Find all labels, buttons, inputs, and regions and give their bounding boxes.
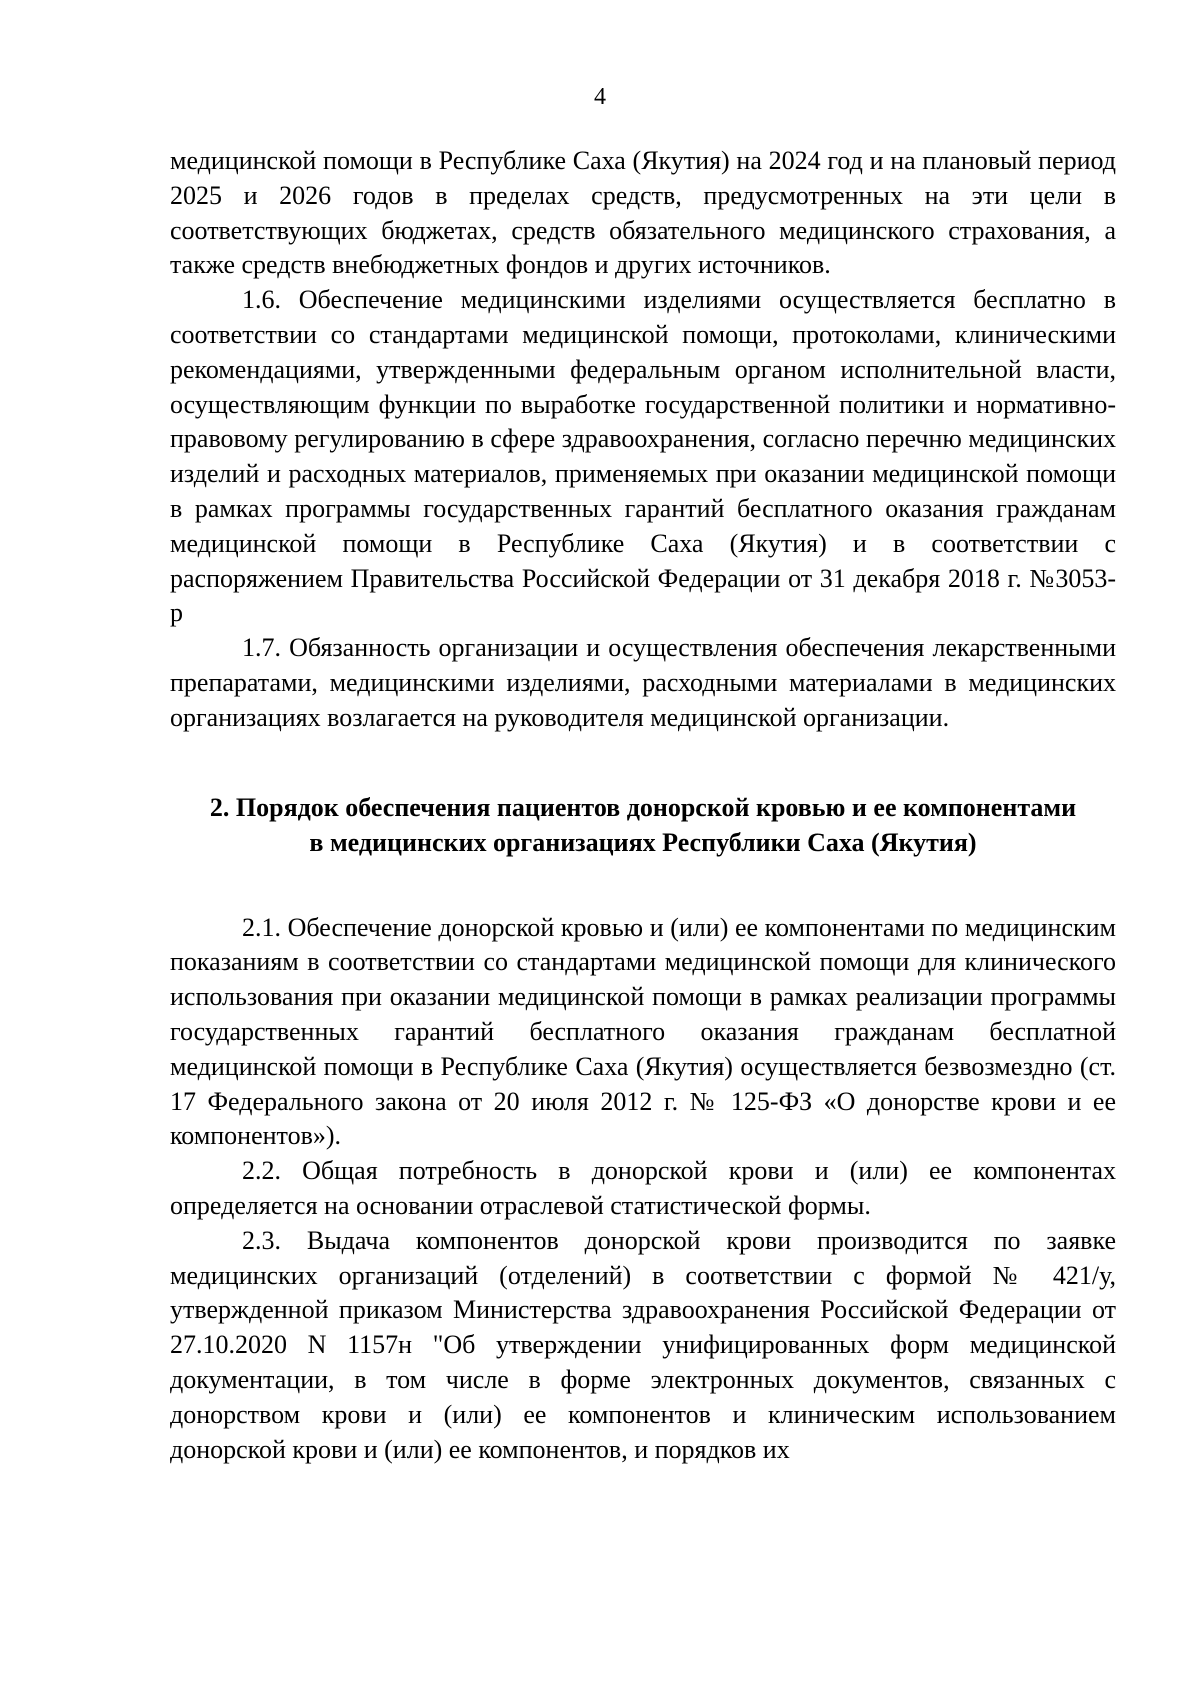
paragraph-1-6: 1.6. Обеспечение медицинскими изделиями осуществляется бесплатно в соответствии со стандартами медицинской помощи, протоколами, клиническими рекомендациями, утвержденными федеральным органом исполнительной власти, осуществляющим функции по выработке государственной политики и нормативно-правовому регулированию в сфере здравоохранения, согласно перечню медицинских изделий и расходных материалов, применяемых при оказании медицинской помощи в рамках программы государственных гарантий бесплатного оказания гражданам медицинской помощи в Республике Саха (Якутия) и в соответствии с распоряжением Правительства Российской Федерации от 31 декабря 2018 г. №3053-р <box>170 285 1116 628</box>
paragraph-continuation: медицинской помощи в Республике Саха (Якутия) на 2024 год и на плановый период 2025 и 2026 годов в пределах средств, предусмотренных на эти цели в соответствующих бюджетах, средств обязательного медицинского страхования, а также средств внебюджетных фондов и других источников. <box>170 146 1116 280</box>
document-body <box>170 144 1116 1467</box>
section-heading-line-1: 2. Порядок обеспечения пациентов донорской кровью и ее компонентами <box>209 792 1077 822</box>
page-number: 4 <box>594 84 606 110</box>
section-heading <box>170 790 1116 860</box>
paragraph-1-7: 1.7. Обязанность организации и осуществления обеспечения лекарственными препаратами, медицинскими изделиями, расходными материалами в медицинских организациях возлагается на руководителя медицинской организации. <box>170 633 1116 732</box>
section-heading-line-2: в медицинских организациях Республики Саха (Якутия) <box>309 827 977 857</box>
paragraph-2-3: 2.3. Выдача компонентов донорской крови производится по заявке медицинских организаций (отделений) в соответствии с формой № 421/у, утвержденной приказом Министерства здравоохранения Российской Федерации от 27.10.2020 N 1157н "Об утверждении унифицированных форм медицинской документации, в том числе в форме электронных документов, связанных с донорством крови и (или) ее компонентов и клиническим использованием донорской крови и (или) ее компонентов, и порядков их <box>170 1225 1116 1464</box>
paragraph-2-1: 2.1. Обеспечение донорской кровью и (или) ее компонентами по медицинским показаниям в соответствии со стандартами медицинской помощи для клинического использования при оказании медицинской помощи в рамках реализации программы государственных гарантий бесплатного оказания гражданам бесплатной медицинской помощи в Республике Саха (Якутия) осуществляется безвозмездно (ст. 17 Федерального закона от 20 июля 2012 г. № 125-ФЗ «О донорстве крови и ее компонентов»). <box>170 912 1116 1151</box>
paragraph-2-2: 2.2. Общая потребность в донорской крови и (или) ее компонентах определяется на основании отраслевой статистической формы. <box>170 1156 1116 1220</box>
